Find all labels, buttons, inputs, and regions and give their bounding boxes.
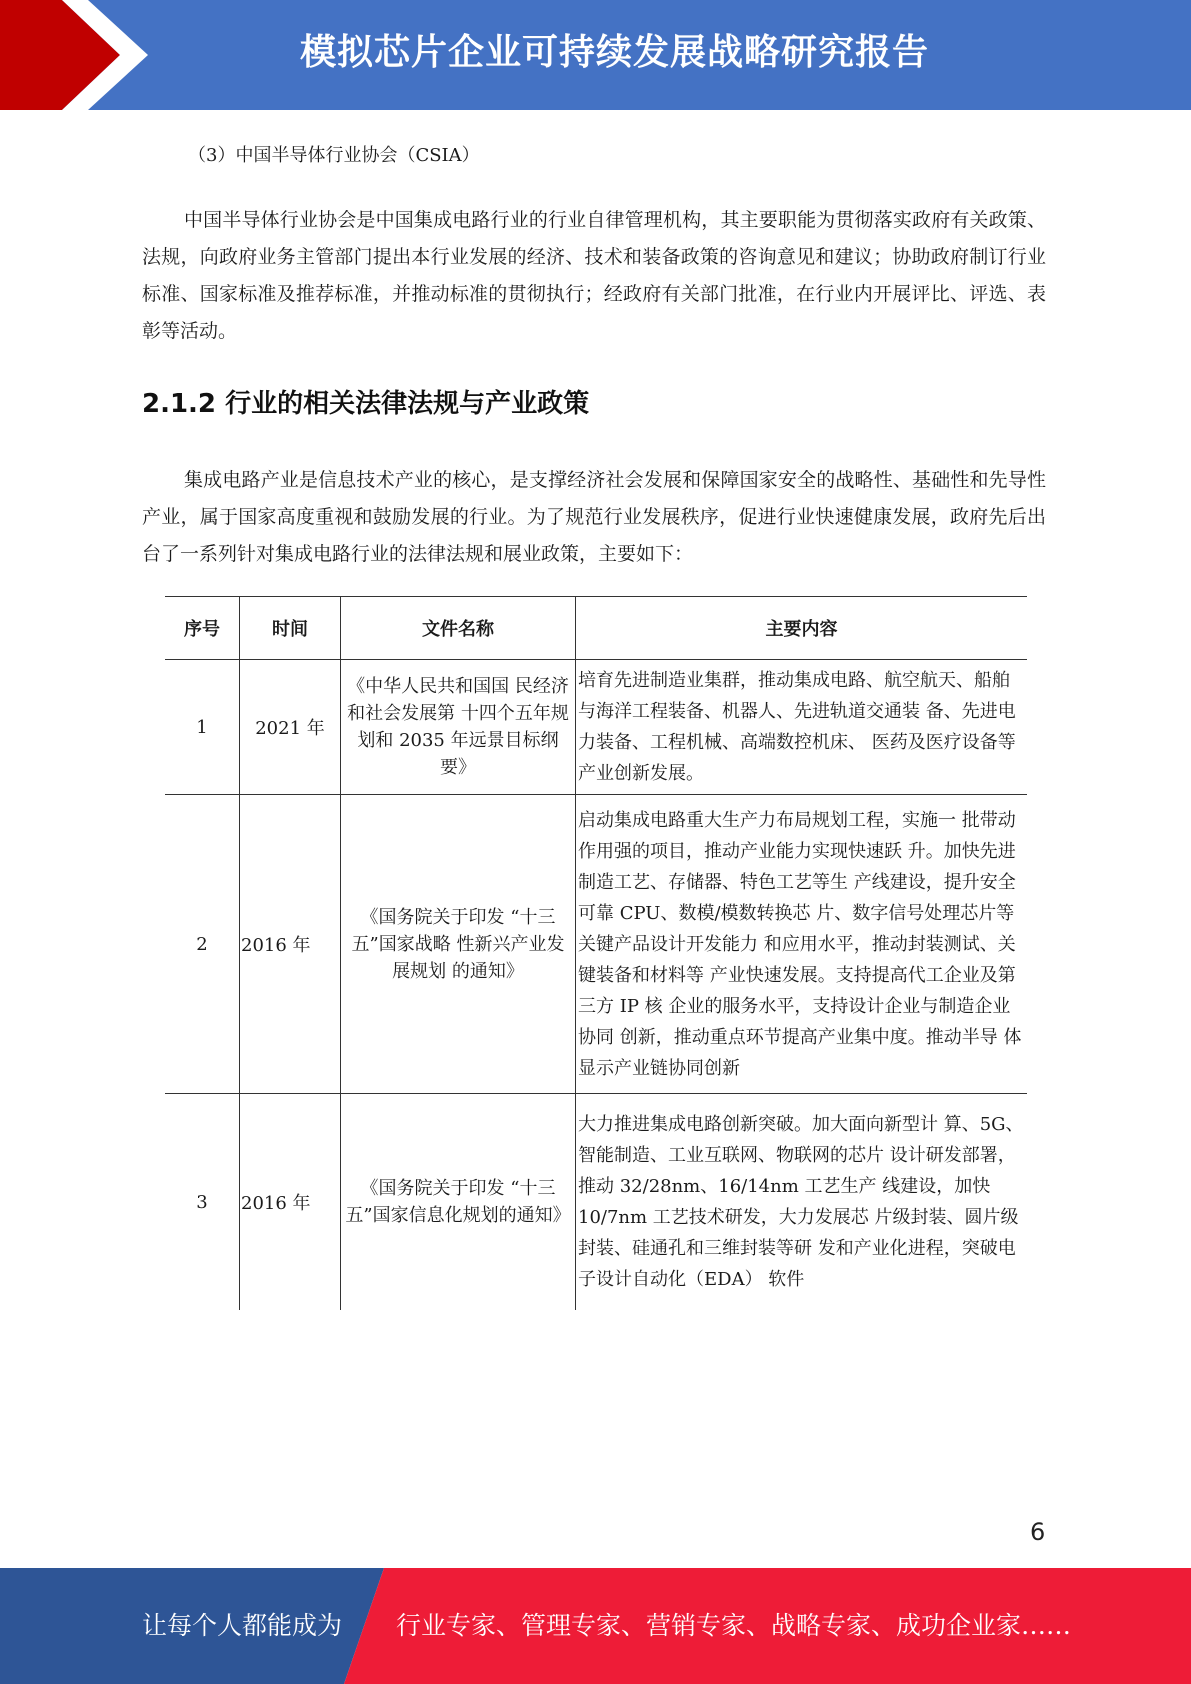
header-year: 时间 <box>240 597 341 660</box>
footer-slogan-right: 行业专家、管理专家、营销专家、战略专家、成功企业家…… <box>396 1611 1072 1640</box>
page-header <box>0 0 1191 110</box>
header-num: 序号 <box>165 597 240 660</box>
section-title: 2.1.2 行业的相关法律法规与产业政策 <box>142 389 590 419</box>
paragraph-policy-intro: 集成电路产业是信息技术产业的核心，是支撑经济社会发展和保障国家安全的战略性、基础性和先导性产业，属于国家高度重视和鼓励发展的行业。为了规范行业发展秩序，促进行业快速健康发展，政府先后出台了一系列针对集成电路行业的法律法规和展业政策，主要如下： <box>142 469 1046 565</box>
paragraph-csia: 中国半导体行业协会是中国集成电路行业的行业自律管理机构，其主要职能为贯彻落实政府有关政策、法规，向政府业务主管部门提出本行业发展的经济、技术和装备政策的咨询意见和建议；协助政府制订行业标准、国家标准及推荐标准，并推动标准的贯彻执行；经政府有关部门批准，在行业内开展评比、评选、表彰等活动。 <box>142 209 1046 342</box>
report-title: 模拟芯片企业可持续发展战略研究报告 <box>300 32 930 73</box>
row-content: 启动集成电路重大生产力布局规划工程，实施一 批带动作用强的项目，推动产业能力实现快速跃 升。加快先进制造工艺、存储器、特色工艺等生 产线建设，提升安全可靠 CPU、数模/模数转换芯 片、数字信号处理芯片等关键产品设计开发能力 和应用水平，推动封装测试、关键装备和材料等 产业快速发展。支持提高代工企业及第三方 IP 核 企业的服务水平，支持设计企业与制造企业协同 创新，推动重点环节提高产业集中度。推动半导 体显示产业链协同创新 <box>576 795 1028 1094</box>
row-num: 1 <box>165 660 240 795</box>
page-footer <box>0 1568 1191 1684</box>
row-num: 2 <box>165 795 240 1094</box>
table-row <box>165 660 1027 795</box>
subheading-csia: （3）中国半导体行业协会（CSIA） <box>188 145 480 166</box>
page-number: 6 <box>1030 1518 1046 1546</box>
page-content <box>142 130 1046 573</box>
policy-table <box>165 596 1027 1310</box>
row-content: 培育先进制造业集群，推动集成电路、航空航天、船舶与海洋工程装备、机器人、先进轨道交通装 备、先进电力装备、工程机械、高端数控机床、 医药及医疗设备等产业创新发展。 <box>576 660 1028 795</box>
table-row <box>165 795 1027 1094</box>
footer-slogan-left: 让每个人都能成为 <box>142 1611 343 1640</box>
row-content: 大力推进集成电路创新突破。加大面向新型计 算、5G、智能制造、工业互联网、物联网的芯片 设计研发部署，推动 32/28nm、16/14nm 工艺生产 线建设，加快 10/7nm 工艺技术研发，大力发展芯 片级封装、圆片级封装、硅通孔和三维封装等研 发和产业化进程，突破电子设计自动化（EDA） 软件 <box>576 1094 1028 1311</box>
row-year: 2016 年 <box>240 795 341 1094</box>
header-doc: 文件名称 <box>341 597 576 660</box>
header-content: 主要内容 <box>576 597 1028 660</box>
row-doc: 《中华人民共和国国 民经济和社会发展第 十四个五年规划和 2035 年远景目标纲要》 <box>341 660 576 795</box>
header-arrow-decoration <box>0 0 160 110</box>
table-header-row <box>165 597 1027 660</box>
row-year: 2021 年 <box>240 660 341 795</box>
row-doc: 《国务院关于印发 “十三五”国家战略 性新兴产业发展规划 的通知》 <box>341 795 576 1094</box>
row-year: 2016 年 <box>240 1094 341 1311</box>
row-doc: 《国务院关于印发 “十三五”国家信息化规划的通知》 <box>341 1094 576 1311</box>
table-row <box>165 1094 1027 1311</box>
row-num: 3 <box>165 1094 240 1311</box>
